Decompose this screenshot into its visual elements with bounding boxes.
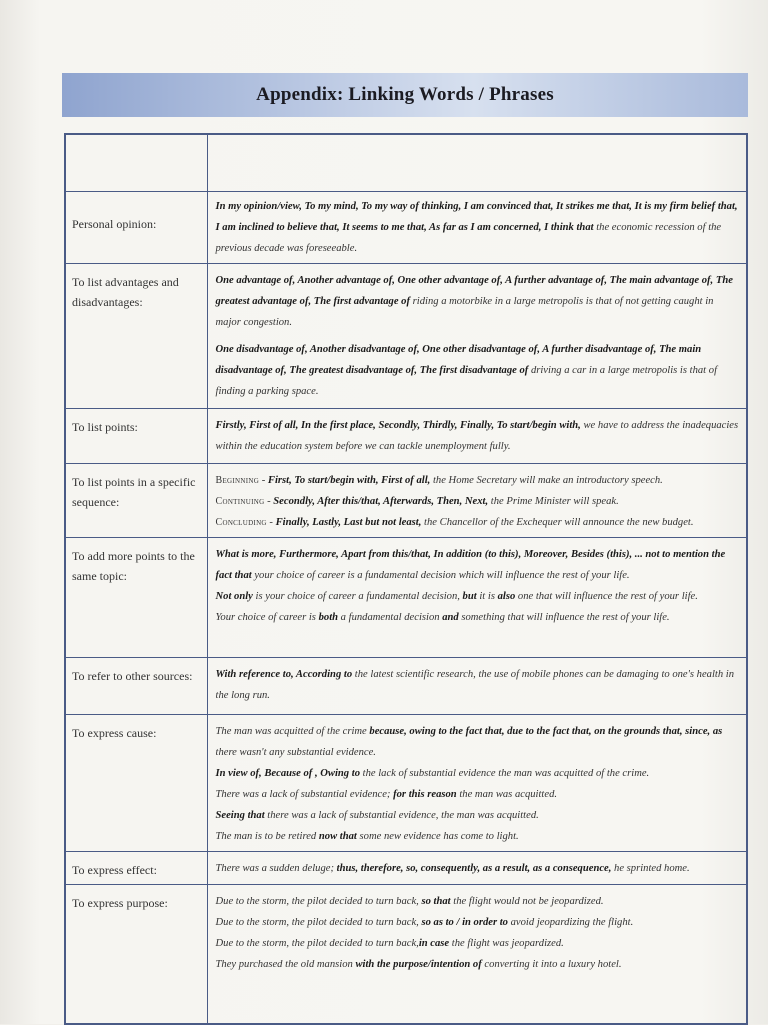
linking-phrase: thus, therefore, so, consequently, as a result, as a consequence, — [336, 862, 612, 874]
row-label: To express cause: — [65, 714, 207, 851]
linking-phrase: In my opinion/view, To my mind, To my way of thinking, I am convinced that, It strikes me that, It is my firm belief that, I am inclined to believe that, It seems to me that, As far as I am concerned, I think that — [215, 200, 738, 233]
example-paragraph — [216, 491, 741, 512]
sequence-label: Concluding — [215, 516, 267, 528]
linking-phrase: both — [318, 611, 339, 623]
linking-words-table — [64, 133, 748, 1025]
example-paragraph — [216, 721, 741, 763]
row-content — [207, 408, 747, 463]
linking-phrase: with the purpose/intention of — [355, 958, 482, 970]
example-text: the flight was jeopardized. — [449, 937, 564, 949]
table-row — [65, 884, 747, 1024]
example-paragraph — [216, 954, 741, 975]
example-text: the lack of substantial evidence the man was acquitted of the crime. — [360, 767, 650, 779]
example-text: - — [264, 495, 274, 507]
table-row — [65, 657, 747, 714]
title-banner — [62, 73, 748, 117]
example-paragraph — [216, 933, 741, 954]
example-text: the economic recession of the previous decade was foreseeable. — [215, 221, 722, 254]
example-text: They purchased the old mansion — [215, 958, 356, 970]
example-paragraph — [216, 470, 741, 491]
example-text: a fundamental decision — [338, 611, 443, 623]
page-title: Appendix: Linking Words / Phrases — [256, 84, 554, 105]
example-text: we have to address the inadequacies within the education system before we can tackle unemployment fully. — [215, 419, 739, 452]
example-text: some new evidence has come to light. — [356, 830, 519, 842]
row-label: To express purpose: — [65, 884, 207, 1024]
example-text: There was a sudden deluge; — [215, 862, 337, 874]
example-text: There was a lack of substantial evidence; — [215, 788, 394, 800]
row-content — [207, 134, 747, 191]
row-label: To list points: — [65, 408, 207, 463]
linking-phrase: for this reason — [393, 788, 457, 800]
example-text: there wasn't any substantial evidence. — [215, 746, 376, 758]
table-row — [65, 191, 747, 263]
row-label: To add more points to the same topic: — [65, 537, 207, 657]
row-content — [207, 657, 747, 714]
example-paragraph — [216, 339, 741, 402]
example-paragraph — [216, 664, 741, 706]
sequence-label: Continuing — [215, 495, 265, 507]
linking-phrase: Seeing that — [215, 809, 265, 821]
linking-phrase: so as to / in order to — [421, 916, 508, 928]
linking-phrase: Secondly, After this/that, Afterwards, Then, Next, — [273, 495, 489, 507]
example-paragraph — [216, 891, 741, 912]
row-content — [207, 851, 747, 884]
row-content — [207, 714, 747, 851]
example-text: Due to the storm, the pilot decided to turn back, — [215, 937, 419, 949]
example-text: Due to the storm, the pilot decided to turn back, — [215, 916, 422, 928]
example-text: Your choice of career is — [215, 611, 319, 623]
example-text: converting it into a luxury hotel. — [481, 958, 622, 970]
linking-phrase: Not only — [215, 590, 253, 602]
example-text: - — [259, 474, 268, 486]
example-text: is your choice of career a fundamental decision, — [252, 590, 463, 602]
linking-phrase: First, To start/begin with, First of all, — [267, 474, 431, 486]
example-paragraph — [216, 858, 741, 879]
table-row — [65, 714, 747, 851]
linking-phrase: With reference to, According to — [215, 668, 353, 680]
example-text: it is — [476, 590, 498, 602]
example-paragraph — [216, 512, 741, 533]
linking-phrase: in case — [418, 937, 450, 949]
table-row — [65, 263, 747, 408]
example-text: The man was acquitted of the crime — [215, 725, 370, 737]
table-row — [65, 851, 747, 884]
linking-phrase: and — [442, 611, 459, 623]
row-content — [207, 463, 747, 537]
example-paragraph — [216, 912, 741, 933]
row-label: Personal opinion: — [65, 191, 207, 263]
row-content — [207, 263, 747, 408]
example-paragraph — [216, 586, 741, 607]
linking-phrase: so that — [421, 895, 451, 907]
table-row — [65, 537, 747, 657]
row-content — [207, 191, 747, 263]
table-row — [65, 134, 747, 191]
linking-phrase: Finally, Lastly, Last but not least, — [275, 516, 422, 528]
table-body — [65, 134, 747, 1024]
example-text: the latest scientific research, the use of mobile phones can be damaging to one's health in the long run. — [215, 668, 735, 701]
table-row — [65, 408, 747, 463]
example-text: there was a lack of substantial evidence, the man was acquitted. — [264, 809, 539, 821]
example-text: avoid jeopardizing the flight. — [507, 916, 634, 928]
example-paragraph — [216, 805, 741, 826]
example-paragraph — [216, 826, 741, 847]
example-text: the flight would not be jeopardized. — [450, 895, 604, 907]
linking-phrase: but — [462, 590, 477, 602]
example-text: one that will influence the rest of your life. — [515, 590, 698, 602]
example-text: something that will influence the rest of your life. — [458, 611, 670, 623]
row-label: To list advantages and disadvantages: — [65, 263, 207, 408]
linking-phrase: One advantage of, Another advantage of, One other advantage of, A further advantage of, The main advantage of, The greatest advantage of, The first advantage of — [215, 274, 733, 307]
row-content — [207, 884, 747, 1024]
row-label: To refer to other sources: — [65, 657, 207, 714]
example-text: - — [266, 516, 276, 528]
example-text: he sprinted home. — [611, 862, 690, 874]
linking-phrase: because, owing to the fact that, due to the fact that, on the grounds that, since, as — [369, 725, 723, 737]
example-paragraph — [216, 196, 741, 259]
example-paragraph — [216, 544, 741, 586]
row-content — [207, 537, 747, 657]
linking-phrase: Firstly, First of all, In the first place, Secondly, Thirdly, Finally, To start/begin with, — [215, 419, 581, 431]
example-text: the Home Secretary will make an introductory speech. — [430, 474, 663, 486]
example-paragraph — [216, 763, 741, 784]
row-label: To express effect: — [65, 851, 207, 884]
row-label — [65, 134, 207, 191]
example-text: Due to the storm, the pilot decided to turn back, — [215, 895, 422, 907]
example-text: the Chancellor of the Exchequer will announce the new budget. — [421, 516, 694, 528]
example-paragraph — [216, 784, 741, 805]
table-row — [65, 463, 747, 537]
example-paragraph — [216, 270, 741, 333]
linking-phrase: One disadvantage of, Another disadvantage of, One other disadvantage of, A further disadvantage of, The main disadvantage of, The greatest disadvantage of, The first disadvantage of — [215, 343, 702, 376]
example-text: the man was acquitted. — [456, 788, 558, 800]
linking-phrase: now that — [318, 830, 357, 842]
example-text: your choice of career is a fundamental decision which will influence the rest of your life. — [251, 569, 630, 581]
linking-phrase: also — [497, 590, 516, 602]
example-text: riding a motorbike in a large metropolis is that of not getting caught in major congestion. — [215, 295, 714, 328]
example-text: The man is to be retired — [215, 830, 319, 842]
sequence-label: Beginning — [215, 474, 260, 486]
row-label: To list points in a specific sequence: — [65, 463, 207, 537]
linking-phrase: In view of, Because of , Owing to — [215, 767, 360, 779]
example-paragraph — [216, 607, 741, 628]
example-text: driving a car in a large metropolis is that of finding a parking space. — [215, 364, 718, 397]
example-paragraph — [216, 415, 741, 457]
example-text: the Prime Minister will speak. — [488, 495, 619, 507]
linking-phrase: What is more, Furthermore, Apart from this/that, In addition (to this), Moreover, Besides (this), ... not to mention the fact that — [215, 548, 726, 581]
